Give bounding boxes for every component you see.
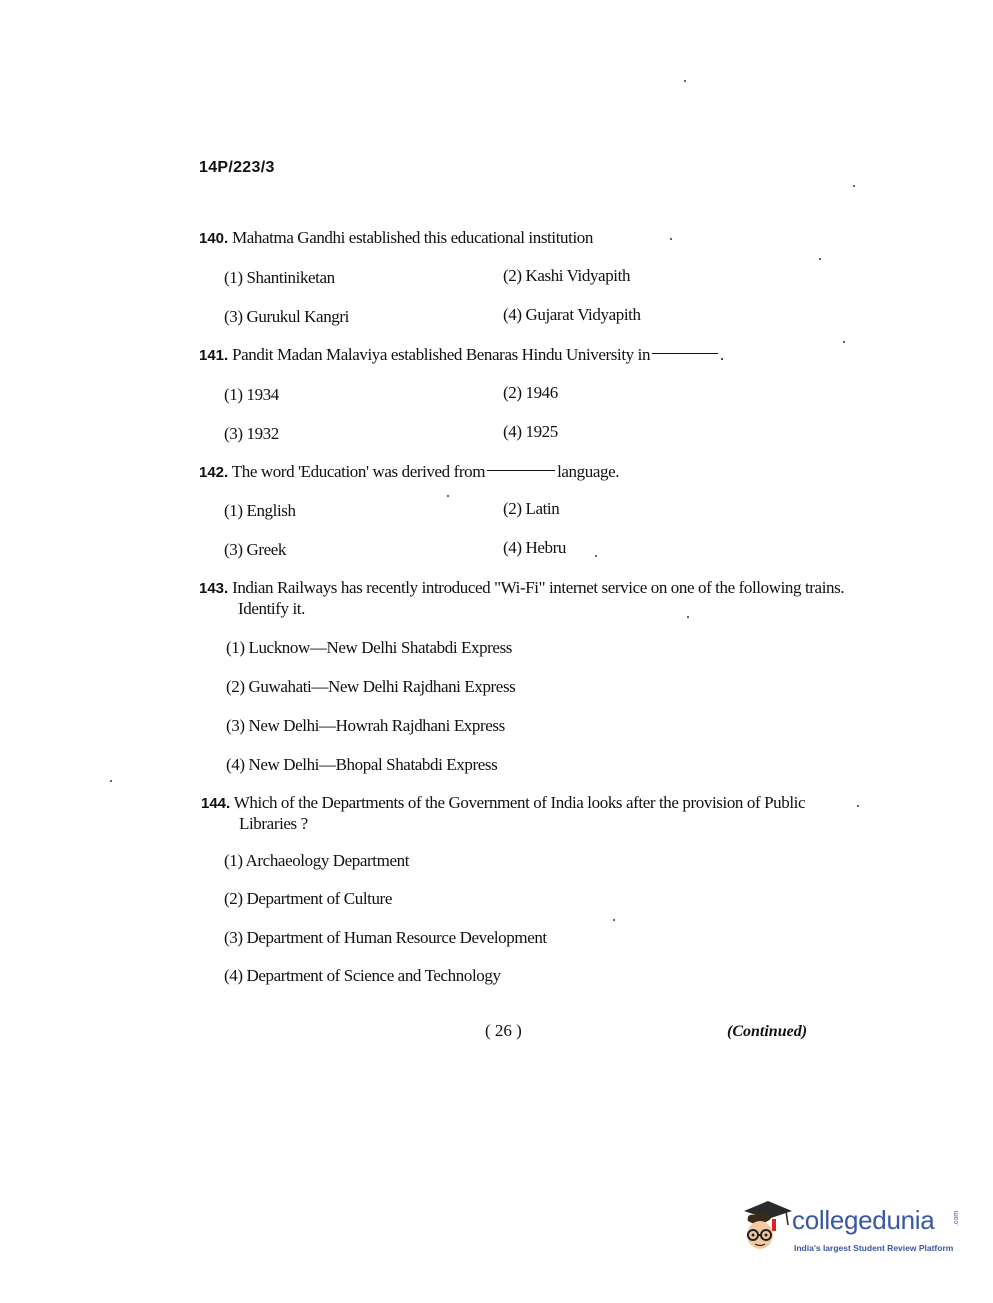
option-142-4: (4) Hebru: [503, 538, 566, 557]
student-mascot-icon: [738, 1197, 794, 1261]
scan-speck: [447, 495, 449, 497]
option-142-1: (1) English: [224, 501, 296, 520]
scan-speck: [843, 341, 845, 343]
option-140-2: (2) Kashi Vidyapith: [503, 266, 631, 285]
question-text: Which of the Departments of the Government of India looks after the provision of Public Libraries ?: [233, 793, 806, 833]
answer-blank: [652, 353, 718, 354]
scan-speck: [853, 185, 855, 187]
question-text: Mahatma Gandhi established this educational institution: [232, 228, 593, 247]
paper-code: 14P/223/3: [199, 159, 275, 176]
logo-tagline: India's largest Student Review Platform: [794, 1243, 954, 1253]
question-number: 141.: [199, 347, 229, 364]
option-140-1: (1) Shantiniketan: [224, 268, 335, 287]
continued-label: (Continued): [727, 1023, 808, 1040]
question-text: Indian Railways has recently introduced "Wi-Fi" internet service on one of the following trains. Identify it.: [232, 578, 845, 618]
scan-speck: [819, 258, 821, 260]
question-number: 140.: [199, 230, 229, 247]
option-141-4: (4) 1925: [503, 422, 558, 441]
option-144-3: (3) Department of Human Resource Development: [224, 928, 547, 947]
option-144-4: (4) Department of Science and Technology: [224, 966, 501, 985]
answer-blank: [487, 470, 555, 471]
option-140-3: (3) Gurukul Kangri: [224, 307, 349, 326]
question-number: 144.: [201, 795, 231, 812]
option-143-3: (3) New Delhi—Howrah Rajdhani Express: [226, 716, 505, 735]
scan-speck: [595, 555, 597, 557]
logo-suffix: .com: [953, 1210, 961, 1227]
scan-speck: [613, 919, 615, 921]
question-text-end: .: [720, 345, 724, 364]
option-141-2: (2) 1946: [503, 383, 558, 402]
question-number: 142.: [199, 464, 229, 481]
scan-speck: [687, 616, 689, 618]
option-143-4: (4) New Delhi—Bhopal Shatabdi Express: [226, 755, 498, 774]
option-143-2: (2) Guwahati—New Delhi Rajdhani Express: [226, 677, 516, 696]
scan-speck: [857, 805, 859, 807]
option-140-4: (4) Gujarat Vidyapith: [503, 305, 641, 324]
option-144-2: (2) Department of Culture: [224, 889, 392, 908]
question-144: [201, 793, 854, 834]
scan-speck: [684, 80, 686, 82]
logo-wordmark: collegedunia: [792, 1205, 935, 1235]
option-141-1: (1) 1934: [224, 385, 279, 404]
option-142-3: (3) Greek: [224, 540, 287, 559]
question-143: [199, 578, 853, 619]
question-number: 143.: [199, 580, 229, 597]
question-text: Pandit Madan Malaviya established Benaras Hindu University in: [232, 345, 651, 364]
question-141: [199, 345, 724, 365]
scan-speck: [670, 238, 672, 240]
question-text-end: language.: [557, 462, 620, 481]
option-143-1: (1) Lucknow—New Delhi Shatabdi Express: [226, 638, 513, 657]
scan-speck: [110, 780, 112, 782]
option-144-1: (1) Archaeology Department: [224, 851, 410, 870]
question-142: [199, 462, 619, 482]
collegedunia-logo: [734, 1197, 964, 1267]
page-number: ( 26 ): [485, 1021, 522, 1040]
option-142-2: (2) Latin: [503, 499, 560, 518]
question-text: The word 'Education' was derived from: [231, 462, 486, 481]
question-140: [199, 228, 593, 248]
option-141-3: (3) 1932: [224, 424, 279, 443]
